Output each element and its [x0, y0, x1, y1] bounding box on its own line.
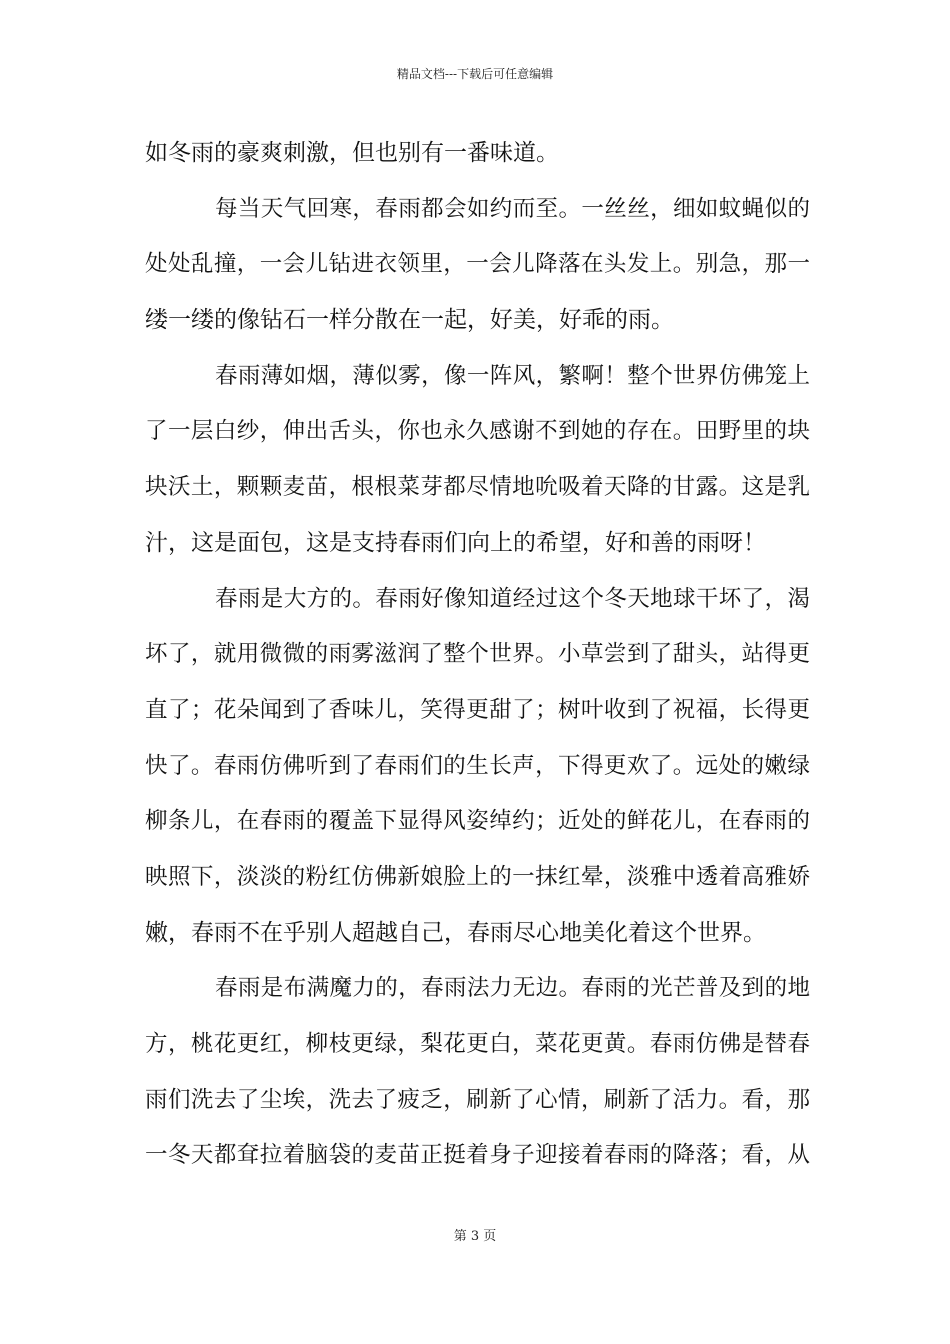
- text-line: 雨们洗去了尘埃，洗去了疲乏，刷新了心情，刷新了活力。看，那: [145, 1086, 810, 1113]
- text-line: 柳条儿，在春雨的覆盖下显得风姿绰约；近处的鲜花儿，在春雨的: [145, 808, 810, 835]
- text-line: 快了。春雨仿佛听到了春雨们的生长声，下得更欢了。远处的嫩绿: [145, 752, 810, 779]
- text-line: 直了；花朵闻到了香味儿，笑得更甜了；树叶收到了祝福，长得更: [145, 696, 810, 723]
- text-line: 一冬天都耷拉着脑袋的麦苗正挺着身子迎接着春雨的降落；看，从: [145, 1142, 810, 1169]
- text-line: 方，桃花更红，柳枝更绿，梨花更白，菜花更黄。春雨仿佛是替春: [145, 1031, 810, 1057]
- text-line: 嫩，春雨不在乎别人超越自己，春雨尽心地美化着这个世界。: [145, 919, 766, 946]
- text-line: 块沃土，颗颗麦苗，根根菜芽都尽情地吮吸着天降的甘露。这是乳: [145, 474, 810, 501]
- paragraph-first-line: 每当天气回寒，春雨都会如约而至。一丝丝，细如蚊蝇似的: [215, 195, 810, 222]
- text-line: 如冬雨的豪爽刺激，但也别有一番味道。: [145, 140, 559, 166]
- paragraph-first-line: 春雨是布满魔力的，春雨法力无边。春雨的光芒普及到的地: [215, 975, 810, 1002]
- paragraph-first-line: 春雨薄如烟，薄似雾，像一阵风，繁啊！整个世界仿佛笼上: [215, 362, 810, 389]
- text-line: 映照下，淡淡的粉红仿佛新娘脸上的一抹红晕，淡雅中透着高雅娇: [145, 863, 810, 890]
- text-line: 缕一缕的像钻石一样分散在一起，好美，好乖的雨。: [145, 307, 674, 334]
- text-line: 坏了，就用微微的雨雾滋润了整个世界。小草尝到了甜头，站得更: [145, 641, 810, 668]
- text-line: 了一层白纱，伸出舌头，你也永久感谢不到她的存在。田野里的块: [145, 418, 810, 445]
- paragraph-first-line: 春雨是大方的。春雨好像知道经过这个冬天地球干坏了，渴: [215, 585, 810, 612]
- page-header: 精品文档---下载后可任意编辑: [396, 67, 554, 81]
- page-number: 第 3 页: [453, 1229, 497, 1244]
- text-line: 处处乱撞，一会儿钻进衣领里，一会儿降落在头发上。别急，那一: [145, 251, 810, 278]
- document-body: [145, 126, 810, 1184]
- text-line: 汁，这是面包，这是支持春雨们向上的希望，好和善的雨呀！: [145, 529, 766, 556]
